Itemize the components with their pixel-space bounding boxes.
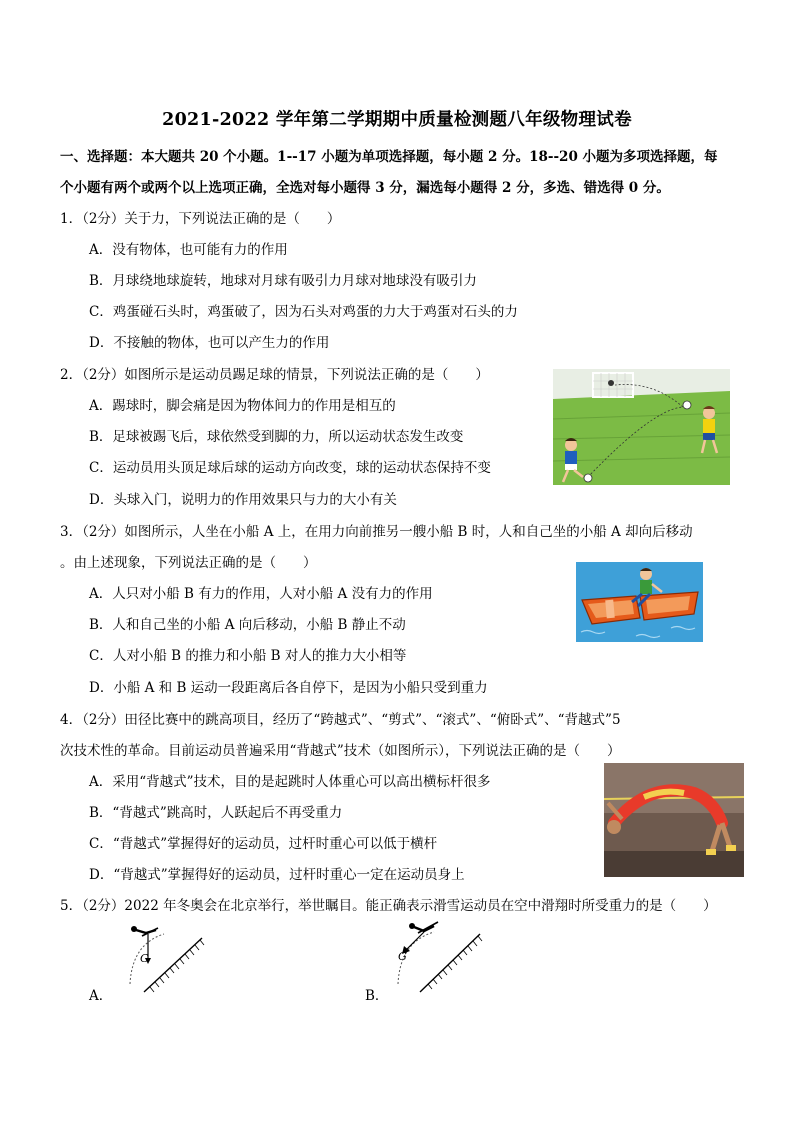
- high-jump-photo: [604, 763, 744, 877]
- q4-stem-continued: 次技术性的革命。目前运动员普遍采用“背越式”技术（如图所示），下列说法正确的是（ ）: [60, 743, 621, 759]
- q5-option-a-diagram: [112, 920, 208, 996]
- q4-option-a: A．采用“背越式”技术，目的是起跳时人体重心可以高出横标杆很多: [89, 774, 491, 790]
- q3-option-c: C．人对小船 B 的推力和小船 B 对人的推力大小相等: [89, 648, 407, 664]
- q2-option-c: C．运动员用头顶足球后球的运动方向改变，球的运动状态保持不变: [89, 460, 491, 476]
- q3-stem-continued: 。由上述现象，下列说法正确的是（ ）: [60, 555, 317, 571]
- q5-option-b-label: B．: [365, 988, 389, 1004]
- q5-option-a-label: A．: [89, 988, 113, 1004]
- q4-option-b: B．“背越式”跳高时，人跃起后不再受重力: [89, 805, 343, 821]
- q5-option-b-force-label: G: [398, 950, 407, 963]
- q4-stem: 4．（2分）田径比赛中的跳高项目，经历了“跨越式”、“剪式”、“滚式”、“俯卧式”、“背越式”5: [60, 712, 621, 728]
- q3-option-b: B．人和自己坐的小船 A 向后移动，小船 B 静止不动: [89, 617, 406, 633]
- q5-option-b-diagram: [384, 914, 490, 996]
- q3-option-d: D．小船 A 和 B 运动一段距离后各自停下，是因为小船只受到重力: [89, 680, 488, 696]
- q1-option-d: D．不接触的物体，也可以产生力的作用: [89, 335, 330, 351]
- q1-option-c: C．鸡蛋碰石头时，鸡蛋破了，因为石头对鸡蛋的力大于鸡蛋对石头的力: [89, 304, 518, 320]
- q1-option-a: A．没有物体，也可能有力的作用: [89, 242, 288, 258]
- q2-option-b: B．足球被踢飞后，球依然受到脚的力，所以运动状态发生改变: [89, 429, 464, 445]
- soccer-figure: [553, 369, 730, 485]
- q2-stem: 2．（2分）如图所示是运动员踢足球的情景，下列说法正确的是（ ）: [60, 367, 489, 383]
- q2-option-a: A．踢球时，脚会痛是因为物体间力的作用是相互的: [89, 398, 396, 414]
- q1-stem: 1．（2分）关于力，下列说法正确的是（ ）: [60, 211, 341, 227]
- q3-stem: 3．（2分）如图所示，人坐在小船 A 上，在用力向前推另一艘小船 B 时，人和自己坐的小船 A 却向后移动: [60, 524, 693, 540]
- q4-option-d: D．“背越式”掌握得好的运动员，过杆时重心一定在运动员身上: [89, 867, 465, 883]
- boats-figure: [576, 562, 703, 642]
- q5-stem: 5．（2分）2022 年冬奥会在北京举行，举世瞩目。能正确表示滑雪运动员在空中滑翔时所受重力的是（ ）: [60, 898, 717, 914]
- q2-option-d: D．头球入门，说明力的作用效果只与力的大小有关: [89, 492, 397, 508]
- section-instructions-line1: 一、选择题：本大题共 20 个小题。1--17 小题为单项选择题，每小题 2 分。18--20 小题为多项选择题，每: [60, 149, 718, 165]
- q4-option-c: C．“背越式”掌握得好的运动员，过杆时重心可以低于横杆: [89, 836, 438, 852]
- exam-title: 2021-2022 学年第二学期期中质量检测题八年级物理试卷: [162, 110, 632, 130]
- q5-option-a-force-label: G: [140, 952, 149, 965]
- section-instructions-line2: 个小题有两个或两个以上选项正确，全选对每小题得 3 分，漏选每小题得 2 分，多选、错选得 0 分。: [60, 180, 670, 196]
- q3-option-a: A．人只对小船 B 有力的作用，人对小船 A 没有力的作用: [89, 586, 433, 602]
- q1-option-b: B．月球绕地球旋转，地球对月球有吸引力月球对地球没有吸引力: [89, 273, 477, 289]
